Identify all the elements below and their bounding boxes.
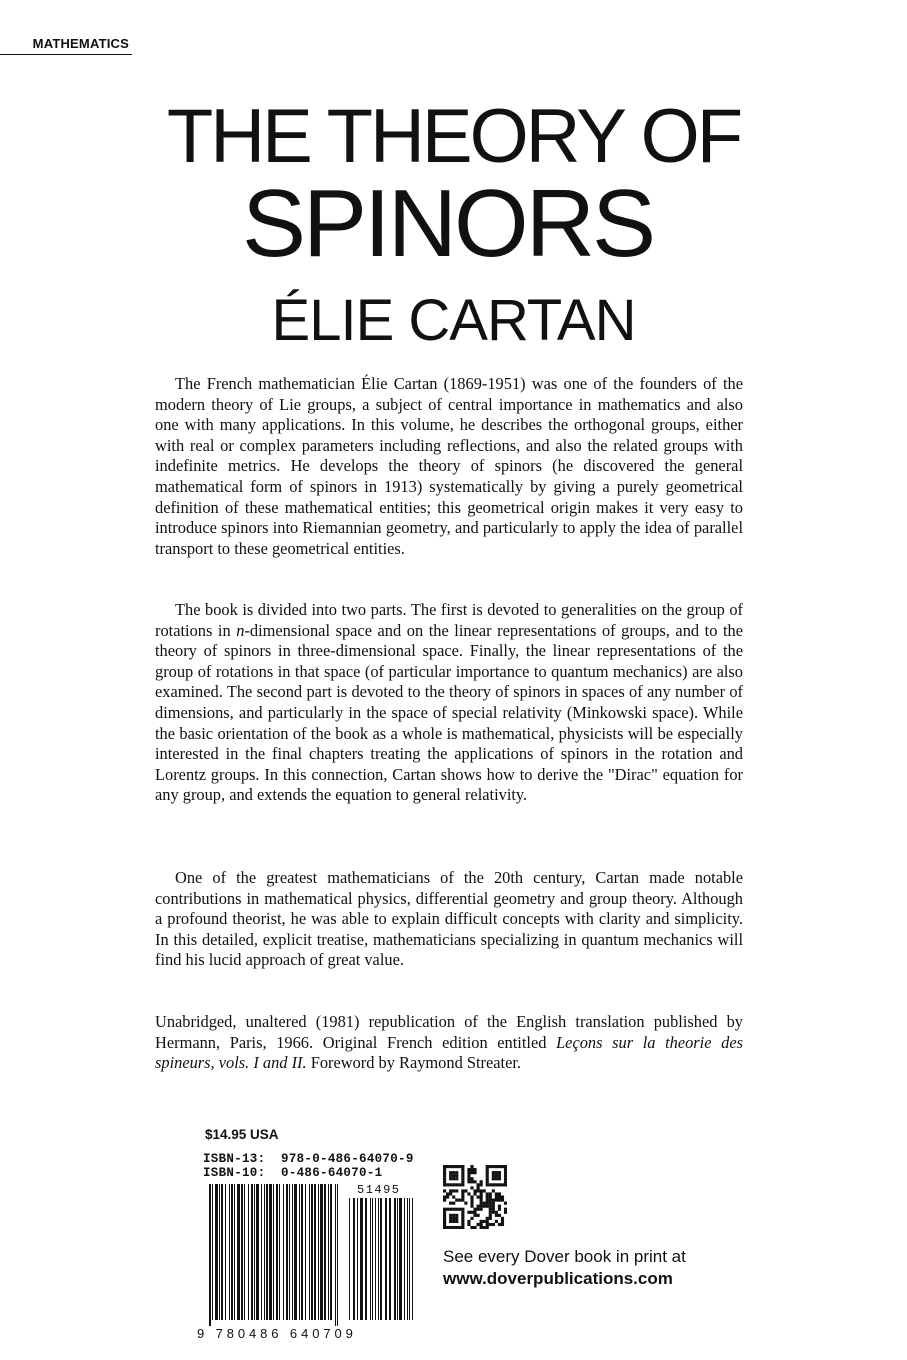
publication-note [155, 1012, 743, 1074]
isbn-10: ISBN-10: 0-486-64070-1 [203, 1166, 383, 1180]
category-text: MATHEMATICS [32, 36, 129, 51]
isbn-13: ISBN-13: 978-0-486-64070-9 [203, 1152, 414, 1166]
title-line-2: SPINORS [241, 170, 654, 277]
promo-url[interactable]: www.doverpublications.com [443, 1269, 673, 1288]
description-paragraph-1: The French mathematician Élie Cartan (1869-1951) was one of the founders of the modern theory of Lie groups, a subject of central importance in mathematics and also one with many applications. In this volume, he describes the orthogonal groups, either with real or complex parameters including reflections, and also the related groups with indefinite metrics. He develops the theory of spinors (he discovered the general mathematical form of spinors in 1913) systematically by giving a purely geometrical definition of these mathematical entities; this geometrical origin makes it very easy to introduce spinors into Riemannian geometry, and particularly to apply the idea of parallel transport to these geometrical entities. [155, 374, 743, 558]
p4-text-b: Foreword by Raymond Streater. [306, 1053, 522, 1073]
p4-italic-title: Leçons sur la theorie des spineurs, vols. I and II. [155, 1032, 743, 1073]
category-label [0, 36, 132, 55]
promo-line: See every Dover book in print at [443, 1247, 686, 1266]
author-name: ÉLIE CARTAN [271, 288, 636, 353]
price-label: $14.95 USA [205, 1127, 279, 1142]
p2-text-a: The book is divided into two parts. The first is devoted to generalities on the group of rotations in [155, 600, 743, 640]
price-code: 51495 [357, 1183, 401, 1197]
promo-block [443, 1246, 686, 1290]
barcode-block [197, 1152, 416, 1342]
p2-italic-n: n [236, 620, 245, 640]
barcode-icon [203, 1184, 416, 1326]
title-line-1: THE THEORY OF [166, 94, 741, 179]
description-paragraph-3: One of the greatest mathematicians of the 20th century, Cartan made notable contributions in mathematical physics, differential geometry and group theory. Although a profound theorist, he was able to explain difficult concepts with clarity and simplicity. In this detailed, explicit treatise, mathematicians specializing in quantum mechanics will find his lucid approach of great value. [155, 868, 743, 970]
qr-code-icon [443, 1165, 507, 1229]
p2-text-b: -dimensional space and on the linear representations of groups, and to the theory of spinors in three-dimensional space. Finally, the linear representations of the group of rotations in that space (of particular importance to quantum mechanics) are also examined. The second part is devoted to the theory of spinors in spaces of any number of dimensions, and particularly in the space of special relativity (Minkowski space). While the basic orientation of the book as a whole is mathematical, physicists will be especially interested in the final chapters treating the applications of spinors in the rotation and Lorentz groups. In this connection, Cartan shows how to derive the "Dirac" equation for any group, and extends the equation to general relativity. [155, 620, 743, 805]
ean-digits: 9 780486 640709 [197, 1326, 357, 1341]
description-paragraph-2 [155, 600, 743, 806]
p4-text-a: Unabridged, unaltered (1981) republication of the English translation published by Hermann, Paris, 1966. Original French edition entitled [155, 1012, 743, 1052]
